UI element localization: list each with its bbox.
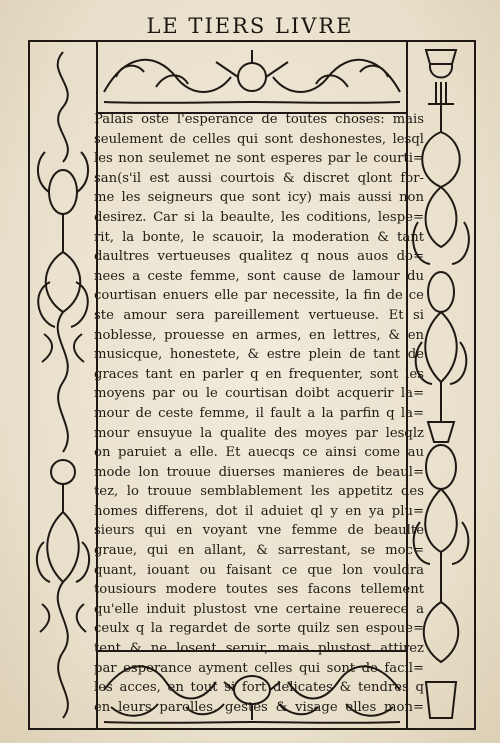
text-line: seulement de celles qui sont deshonestes, lesql bbox=[94, 131, 424, 147]
text-line: daultres vertueuses qualitez q nous auos do= bbox=[94, 249, 424, 265]
text-line: sieurs qui en voyant vne femme de beaulte bbox=[94, 523, 424, 539]
body-text bbox=[94, 110, 424, 715]
text-line: rit, la bonte, le scauoir, la moderation & tant bbox=[94, 229, 424, 245]
text-line: tousiours modere toutes ses facons tellement bbox=[94, 582, 424, 598]
text-line: ste amour sera pareillement vertueuse. Et si bbox=[94, 307, 424, 323]
text-line: san(s'il est aussi courtois & discret qlont for- bbox=[94, 170, 424, 186]
text-line: homes differens, dot il aduiet ql y en ya plu= bbox=[94, 503, 424, 519]
text-line: courtisan enuers elle par necessite, la fin de ce bbox=[94, 288, 424, 304]
text-line: moyens par ou le courtisan doibt acquerir la= bbox=[94, 386, 424, 402]
text-line: par esperance ayment celles qui sont de facil= bbox=[94, 660, 424, 676]
text-line: musicque, honestete, & estre plein de tant de bbox=[94, 347, 424, 363]
text-line: quant, iouant ou faisant ce que lon vouldra bbox=[94, 562, 424, 578]
text-line: desirez. Car si la beaulte, les coditions, lespe= bbox=[94, 209, 424, 225]
left-ornament-border bbox=[30, 42, 98, 728]
text-line: en leurs parolles, gestes & visage elles mon= bbox=[94, 699, 424, 715]
text-line: graces tant en parler q en frequenter, sont les bbox=[94, 366, 424, 382]
text-line: ceulx q la regardet de sorte quilz sen espoue= bbox=[94, 621, 424, 637]
text-line: nees a ceste femme, sont cause de lamour du bbox=[94, 268, 424, 284]
text-line: Palais oste l'esperance de toutes choses: mais bbox=[94, 112, 424, 127]
text-line: les non seulemet ne sont esperes par le courti= bbox=[94, 151, 424, 167]
running-head: LE TIERS LIVRE bbox=[146, 14, 354, 38]
text-line: les acces, en tout si fort delicates & tendres q bbox=[94, 680, 424, 696]
text-line: tez, lo trouue semblablement les appetitz des bbox=[94, 484, 424, 500]
text-line: qu'elle induit plustost vne certaine reuerece a bbox=[94, 601, 424, 617]
text-line: mour ensuyue la qualite des moyes par lesqlz bbox=[94, 425, 424, 441]
text-line: mode lon trouue diuerses manieres de beaul= bbox=[94, 464, 424, 480]
text-line: me les seigneurs que sont icy) mais aussi non bbox=[94, 190, 424, 206]
text-line: tent & ne losent seruir, mais plustost attirez bbox=[94, 641, 424, 657]
text-line: on paruiet a elle. Et auecqs ce ainsi come au bbox=[94, 445, 424, 461]
text-line: graue, qui en allant, & sarrestant, se moc= bbox=[94, 543, 424, 559]
text-line: mour de ceste femme, il fault a la parfin q la= bbox=[94, 405, 424, 421]
text-line: noblesse, prouesse en armes, en lettres, & en bbox=[94, 327, 424, 343]
top-ornament-border bbox=[96, 42, 408, 114]
